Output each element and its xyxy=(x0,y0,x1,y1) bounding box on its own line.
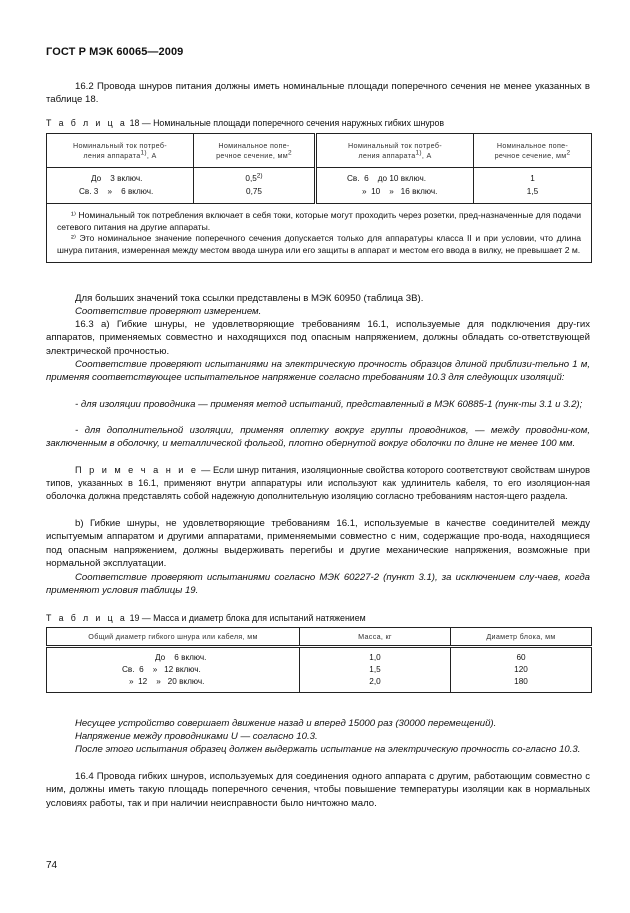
table-18-caption-word: Т а б л и ц а xyxy=(46,118,128,128)
paragraph-16-3a: 16.3 а) Гибкие шнуры, не удовлетворяющие требованиям 16.1, используемые для подключения дру-гих аппаратов, применяемых совместно и находящихся под опасным напряжением, должны обладать со-ответствующей электрической прочностью. xyxy=(46,319,590,357)
t19-block-value: 180 xyxy=(514,677,528,686)
t18-footnote-2: ²⁾ Это номинальное значение поперечного сечения допускается только для аппаратуры класса II и при условии, что длина шнура питания, измеренная между местом ввода шнура или его защиты в аппарат и местом его ввода в вилку, не превышает 2 м. xyxy=(57,233,581,256)
t18-current-left-cell xyxy=(47,168,194,204)
t19-header-mass: Масса, кг xyxy=(300,628,451,647)
note-paragraph xyxy=(46,464,590,503)
paragraph-voltage: Напряжение между проводниками U — согласно 10.3. xyxy=(75,731,318,742)
paragraph-16-4: 16.4 Провода гибких шнуров, используемых для соединения одного аппарата с другим, работающим совместно с ним, должны иметь такую площадь поперечного сечения, чтобы повышение температуры изоляции как в нормальных условиях работы, так и при наличии неисправности было ничтожно мало. xyxy=(46,771,590,809)
t19-diameter-row: Св. 6 » 12 включ. xyxy=(122,665,201,674)
paragraph-16-3b: b) Гибкие шнуры, не удовлетворяющие требованиям 16.1, используемые в качестве соединителей между испытуемым аппаратом и другими аппаратами, применяемыми совместно с ним, содержащие про-вода, находящиеся под опасным напряжением, должны выдерживать перегибы и другие механические напряжения, возможные при нормальной эксплуатации. xyxy=(46,518,590,570)
t18-current-right-row: » 10 » 16 включ. xyxy=(362,186,438,196)
t19-header-diameter: Общий диаметр гибкого шнура или кабеля, мм xyxy=(47,628,300,647)
document-header: ГОСТ Р МЭК 60065—2009 xyxy=(46,46,184,58)
t19-block-value: 120 xyxy=(514,665,528,674)
t18-header-current-left: Номинальный ток потреб- ления аппарата$^{1)}$, А xyxy=(47,134,194,168)
paragraph-larger-currents: Для больших значений тока ссылки представлены в МЭК 60950 (таблица 3В). xyxy=(75,293,424,304)
t19-block-value: 60 xyxy=(516,653,526,662)
table-19-caption-word: Т а б л и ц а xyxy=(46,613,128,623)
t19-mass-value: 1,0 xyxy=(369,653,381,662)
t18-section-right-value: 1 xyxy=(530,174,535,183)
t18-header-section-right: Номинальное попе- речное сечение, $мм^2$ xyxy=(474,134,592,168)
paragraph-check-measurement: Соответствие проверяют измерением. xyxy=(75,306,262,317)
page-number: 74 xyxy=(46,860,58,871)
t19-diameter-row: До 6 включ. xyxy=(155,653,207,662)
t18-header-section-left: Номинальное попе- речное сечение, $мм^2$ xyxy=(194,134,316,168)
t18-section-right-cell xyxy=(474,168,592,204)
t18-footnote-1: ¹⁾ Номинальный ток потребления включает в себя токи, которые могут проходить через розетки, пред-назначенные для подачи сетевого питания на другие аппараты. xyxy=(57,210,581,232)
t19-mass-value: 2,0 xyxy=(369,677,381,686)
t18-current-left-row: До 3 включ. xyxy=(91,174,143,183)
table-19-caption-text: 19 — Масса и диаметр блока для испытаний натяжением xyxy=(129,613,366,623)
t19-mass-value: 1,5 xyxy=(369,665,381,674)
t18-current-right-row: Св. 6 до 10 включ. xyxy=(347,174,427,183)
paragraph-after-test: После этого испытания образец должен выдержать испытание на электрическую прочность со-гласно 10.3. xyxy=(75,744,581,755)
note-text: — Если шнур питания, изоляционные свойства которого соответствуют свойствам шнуров типов, указанных в 16.1, применяют внутри аппаратуры или используют как удлинитель кабеля, то его изоляцион-ная оболочка должна представлять собой надежную дополнительную изоляцию согласно требованиям настоя-щего раздела. xyxy=(46,465,590,501)
paragraph-check-dielectric: Соответствие проверяют испытаниями на электрическую прочность образцов длиной приблизи-тельно 1 м, применяя соответствующее испытательное напряжение согласно требованиям 10.3 для следующих изоляций: xyxy=(46,359,590,384)
t19-header-block: Диаметр блока, мм xyxy=(451,628,592,647)
t19-block-cell xyxy=(451,647,592,693)
note-word: П р и м е ч а н и е xyxy=(75,465,199,475)
paragraph-carrier-motion: Несущее устройство совершает движение назад и вперед 15000 раз (30000 перемещений). xyxy=(75,718,497,729)
t19-mass-cell xyxy=(300,647,451,693)
table-18-caption-text: 18 — Номинальные площади поперечного сечения наружных гибких шнуров xyxy=(129,118,445,128)
paragraph-16-2: 16.2 Провода шнуров питания должны иметь номинальные площади поперечного сечения не менее указанных в таблице 18. xyxy=(46,81,590,106)
table-19 xyxy=(46,627,592,693)
t19-diameter-row: » 12 » 20 включ. xyxy=(129,677,205,686)
table-18-caption xyxy=(46,118,444,128)
table-18 xyxy=(46,133,592,263)
t18-section-left-value: 0,75 xyxy=(246,186,262,196)
table-19-caption xyxy=(46,613,366,623)
t19-diameter-cell xyxy=(47,647,300,693)
t18-current-right-cell xyxy=(316,168,474,204)
t18-header-current-right: Номинальный ток потреб- ления аппарата$^{1)}$, А xyxy=(316,134,474,168)
paragraph-check-iec-60227: Соответствие проверяют испытаниями согласно МЭК 60227-2 (пункт 3.1), за исключением слу-чаев, когда применяют условия таблицы 19. xyxy=(46,572,590,597)
t18-footnotes xyxy=(47,204,592,263)
t18-section-left-value: 0,5$^{2)}$ xyxy=(245,172,263,183)
paragraph-dash-supplementary: - для дополнительной изоляции, применяя оплетку вокруг группы проводников, — между проводни-ком, заключенным в оболочку, и металлической фольгой, плотно обернутой вокруг оболочки по длине не менее 100 мм. xyxy=(46,425,590,450)
t18-section-right-value: 1,5 xyxy=(526,186,539,196)
t18-section-left-cell xyxy=(194,168,316,204)
paragraph-dash-conductor: - для изоляции проводника — применяя метод испытаний, представленный в МЭК 60885-1 (пунк-ты 3.1 и 3.2); xyxy=(75,399,583,410)
t18-current-left-row: Св. 3 » 6 включ. xyxy=(79,186,154,196)
